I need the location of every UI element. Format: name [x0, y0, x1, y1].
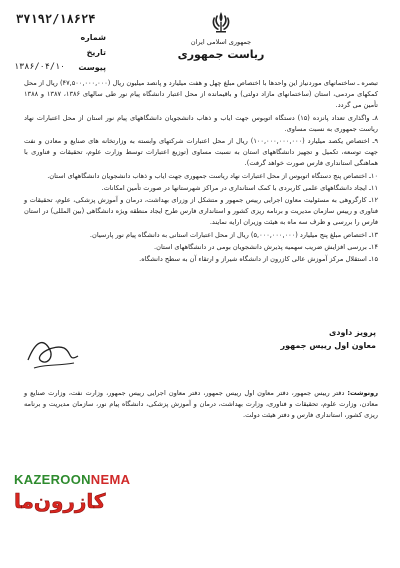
state-emblem-icon: [210, 10, 232, 34]
presidency-title: ریاست جمهوری: [177, 48, 265, 61]
decree-paragraph: ۹ـ اختصاص یکصد میلیارد (۱۰۰,۰۰۰,۰۰۰,۰۰۰) ریال از محل اعتبارات شرکتهای وابسته به وزارتخانه های صنایع و معادن و نفت جهت توسعه، تکمیل و تجهیز دانشگاههای استان به نسبت مساوی (توزیع اعتبارات توسط وزارت علوم، تحقیقات و فناوری با هماهنگی استانداری فارس صورت خواهد گرفت).: [24, 137, 378, 168]
country-name: جمهوری اسلامی ایران: [190, 38, 252, 46]
decree-paragraph: ۸ـ واگذاری تعداد پانزده (۱۵) دستگاه اتوبوس جهت ایاب و ذهاب دانشجویان دانشگاههای پیام نور استان از محل اعتبارات نهاد ریاست جمهوری به نسبت مساوی.: [24, 113, 378, 133]
signatory-title: معاون اول رییس جمهور: [280, 341, 376, 350]
signatory-name: پرویز داودی: [329, 328, 376, 337]
decree-paragraph: ۱۵ـ استقلال مرکز آموزش عالی کازرون از دانشگاه شیراز و ارتقاء آن به سطح دانشگاه.: [139, 255, 378, 264]
meta-row-attachment: [14, 60, 106, 75]
decree-paragraph: ۱۳ـ اختصاص مبلغ پنج میلیارد (۵,۰۰۰,۰۰۰,۰۰۰) ریال از محل اعتبارات استانی به دانشگاه پیام نور پارسیان.: [89, 230, 378, 239]
letter-meta-fields: [14, 30, 106, 75]
watermark-latin-b: NEMA: [90, 472, 131, 487]
decree-body: [24, 78, 378, 266]
decree-paragraph: ۱۴ـ بررسی افزایش ضریب سهمیه پذیرش دانشجویان بومی در دانشگاههای استان.: [154, 242, 378, 251]
signature-block: [176, 328, 376, 350]
watermark-latin-a: KAZEROON: [14, 472, 91, 487]
decree-paragraph: تبصره ـ ساختمانهای موردنیاز این واحدها با اختصاص مبلغ چهل و هفت میلیارد و پانصد میلیون ریال (۴۷,۵۰۰,۰۰۰,۰۰۰) ریال از محل کمکهای مردمی، استان (ساختمانهای مازاد دولتی) و باقیمانده از محل اعتبار دانشگاه پیام نور طی سالهای ۱۳۸۶، ۱۳۸۷ و ۱۳۸۸ تأمین می گردد.: [24, 79, 379, 110]
meta-label-number: شماره: [80, 33, 106, 42]
handwritten-signature: [24, 330, 82, 374]
decree-paragraph: ۱۲ـ کارگروهی به مسئولیت معاون اجرایی رییس جمهور و متشکل از وزرای بهداشت، درمان و آموزش پزشکی، علوم، تحقیقات و فناوری و رییس سازمان مدیریت و برنامه ریزی کشور و استانداری فارس طرح ایجاد منطقه ویژه دانشگاهی (بین المللی) در استان فارس را بررسی و ظرف سه ماه به هیئت وزیران ارایه نمایند.: [24, 196, 378, 227]
cc-recipients: دفتر رییس جمهور، دفتر معاون اول رییس جمهور، دفتر معاون اجرایی رییس جمهور، وزارت نفت، وزارت صنایع و معادن، وزارت علوم، تحقیقات و فناوری، وزارت بهداشت، درمان و آموزش پزشکی، دانشگاه پیام نور، سازمان مدیریت و برنامه ریزی کشور، استانداری فارس و دفتر هیئت دولت.: [24, 389, 378, 420]
decree-paragraph: ۱۰ـ اختصاص پنج دستگاه اتوبوس از محل اعتبارات نهاد ریاست جمهوری جهت ایاب و ذهاب دانشجویان دانشگاههای استان.: [47, 171, 378, 180]
meta-label-date: تاریخ: [86, 48, 106, 57]
carbon-copy-list: [24, 388, 378, 422]
cc-label: رونوشت:: [347, 389, 378, 397]
meta-row-number: [14, 30, 106, 45]
decree-paragraph: ۱۱ـ ایجاد دانشگاههای علمی کاربردی با کمک استانداری در مراکز شهرستانها در صورت تأمین امکانات.: [101, 183, 378, 192]
reference-number: ۳۷۱۹۲/۱۸۶۲۴: [16, 12, 96, 26]
watermark-latin: [14, 472, 131, 487]
watermark-logo: [14, 472, 131, 513]
meta-value-attachment: ۱۳۸۶/۰۴/۱۰: [14, 62, 66, 72]
meta-row-date: [14, 45, 106, 60]
meta-label-attachment: پیوست: [78, 63, 106, 72]
watermark-farsi: کازرون‌ما: [14, 489, 106, 513]
